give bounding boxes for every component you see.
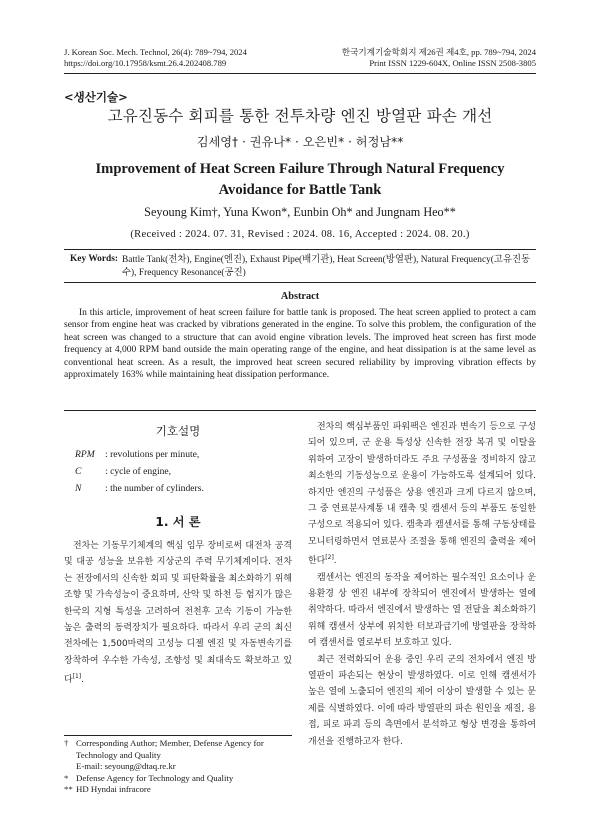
abstract-divider [64,410,536,411]
nomenclature-symbol: N [75,483,82,494]
body-paragraph: 전차는 기동무기체계의 핵심 임무 장비로써 대전차 공격 및 대공 성능을 보유한 지상군의 주력 무기체계이다. 전차는 전장에서의 신속한 회피 및 피탄확률을 최소화하기 위해 조향 및 가속성능이 중요하며, 산악 및 하천 등 험지가 많은 한국의 지형 특성을 고려하여 전천후 고속 기동이 가능한 높은 출력의 동력장치가 필요하다. 따라서 우리 군의 최신 전차에는 1,500마력의 고성능 디젤 엔진 및 자동변속기를 장착하여 우수한 가속성, 조향성 및 최대속도 확보하고 있다[1]. [64,541,292,686]
footnotes [64,738,292,796]
citation-ref[interactable]: [1] [72,673,82,681]
body-paragraph: 전차의 핵심부품인 파워팩은 엔진과 변속기 등으로 구성되어 있으며, 군 운용 특성상 신속한 전장 복귀 및 이탈을 위하여 고장이 발생하더라도 주요 구성품을 정비하지 않고 최소한의 기동성능으로 운용이 가능하도록 설계되어 있다. 하지만 엔진의 구성품은 상용 엔진과 크게 다르지 않으며, 그 중 연료분사계통 내 캠축 및 캠센서 등의 부품도 동일한 구성으로 적용되어 있다. 캠축과 캠센서를 통해 구동상태를 모니터링하면서 연료분사 조절을 통해 엔진의 출력을 제어한다[2]. [308,422,536,567]
nomenclature-definition: : cycle of engine, [105,466,172,477]
nomenclature-list [75,446,204,497]
citation-ref[interactable]: [2] [325,554,334,562]
keywords-label: Key Words: [70,254,119,264]
nomenclature-definition: : revolutions per minute, [105,449,200,460]
submission-dates: (Received : 2024. 07. 31, Revised : 2024. 08. 16, Accepted : 2024. 08. 20.) [130,229,470,240]
abstract-body: In this article, improvement of heat screen failure for battle tank is proposed. The heat screen applied to protect a cam sensor from engine heat was cracked by vibrations generated in the engine. To solve this problem, the configuration of the heat screen was changed to a structure that can avoid engine vibration levels. The improved heat screen has first mode frequency at 4,000 RPM band outside the main operating range of the engine, and heat dissipation is at the same level as conventional heat screen. As a result, the improved heat screen secured reliability by improving vibration effects by approximately 163% while maintaining heat dissipation performance. [64,308,536,381]
keywords-top-divider [64,249,536,250]
footnote-item [64,773,292,785]
nomenclature-symbol: C [75,466,82,477]
journal-citation [64,47,247,69]
body-paragraph: 최근 전력화되어 운용 중인 우리 군의 전차에서 엔진 방열판이 파손되는 현상이 발생하였다. 이로 인해 캠센서가 높은 열에 노출되어 엔진의 제어 이상이 발생할 수 있는 문제를 식별하였다. 이에 따라 방열판의 파손 원인을 재질, 용접, 피로 파괴 등의 측면에서 분석하고 형상 변경을 통하여 개선을 진행하고자 한다. [308,654,536,747]
nomenclature-symbol: RPM [75,449,95,460]
title-english: Improvement of Heat Screen Failure Through Natural Frequency Avoidance for Battle Tank [95,161,505,198]
keywords-bottom-divider [64,282,536,283]
journal-citation-line: J. Korean Soc. Mech. Technol, 26(4): 789~794, 2024 [64,47,247,57]
footnote-item [64,784,292,796]
title-korean: 고유진동수 회피를 통한 전투차량 엔진 방열판 파손 개선 [107,107,493,125]
journal-name-korean: 한국기계기술학회지 제26권 제4호, pp. 789~794, 2024 [341,47,536,57]
section-heading-introduction: 1. 서 론 [155,515,201,529]
nomenclature-heading: 기호설명 [155,424,201,438]
footnote-item [64,761,292,773]
keywords-text: Battle Tank(전차), Engine(엔진), Exhaust Pipe(배기관), Heat Screen(방열판), Natural Frequency(고유진동수), Frequency Resonance(공진) [122,255,531,278]
introduction-paragraph-left [64,538,292,689]
doi-link[interactable]: https://doi.org/10.17958/ksmt.26.4.202408.789 [64,58,227,68]
issn-line: Print ISSN 1229-604X, Online ISSN 2508-3805 [369,58,536,68]
footnote-divider [64,735,292,736]
footnote-text: HD Hyndai infracore [76,784,151,795]
introduction-right-column [308,419,536,750]
paragraph-text: 전차는 기동무기체계의 핵심 임무 장비로써 대전차 공격 및 대공 성능을 보유한 지상군의 주력 무기체계이다. 전차는 전장에서의 신속한 회피 및 피탄확률을 최소화하기 위해 조향 및 가속성능이 중요하며, 산악 및 하천 등 험지가 많은 한국의 지형 특성을 고려하여 전천후 고속 기동이 가능한 높은 출력의 동력장치가 필요하다. 따라서 우리 군의 최신 전차에는 1,500마력의 고성능 디젤 엔진 및 자동변속기를 장착하여 우수한 가속성, 조향성 및 최대속도 확보하고 있다 [64,541,292,686]
nomenclature-item [75,463,204,480]
footnote-mark [64,761,76,773]
footnote-mark: † [64,738,69,748]
abstract-heading: Abstract [280,291,320,302]
paragraph-text: 전차의 핵심부품인 파워팩은 엔진과 변속기 등으로 구성되어 있으며, 군 운용 특성상 신속한 전장 복귀 및 이탈을 위하여 고장이 발생하더라도 주요 구성품을 정비하지 않고 최소한의 기동성능으로 운용이 가능하도록 설계되어 있다. 하지만 엔진의 구성품은 상용 엔진과 크게 다르지 않으며, 그 중 연료분사계통 내 캠축 및 캠센서 등의 부품도 동일한 구성으로 적용되어 있다. 캠축과 캠센서를 통해 구동상태를 모니터링하면서 연료분사 조절을 통해 엔진의 출력을 제어한다 [308,422,536,567]
journal-info-korean [342,47,536,69]
footnote-text: Corresponding Author; Member, Defense Agency for Technology and Quality [76,738,264,760]
header-divider [64,73,536,74]
footnote-item [64,738,292,761]
footnote-mark: ** [64,784,73,795]
body-paragraph: 캠센서는 엔진의 동작을 제어하는 필수적인 요소이나 운용환경 상 엔진 내부에 장착되어 엔진에서 발생하는 열에 취약하다. 따라서 엔진에서 발생하는 열 전달을 최소화하기 위해 캠센서 상부에 위치한 터보과급기에 방열판을 장착하여 캠센서를 열로부터 보호하고 있다. [308,572,536,649]
nomenclature-item [75,480,204,497]
authors-english: Seyoung Kim†, Yuna Kwon*, Eunbin Oh* and Jungnam Heo** [144,205,456,219]
footnote-text: Defense Agency for Technology and Quality [76,772,234,783]
footnote-email[interactable]: E-mail: seyoung@dtaq.re.kr [76,761,176,772]
nomenclature-item [75,446,204,463]
nomenclature-definition: : the number of cylinders. [105,483,204,494]
article-category: <생산기술> [64,90,128,104]
footnote-mark: * [64,772,69,783]
authors-korean: 김세영† · 권유나* · 오은빈* · 허정남** [196,135,404,149]
